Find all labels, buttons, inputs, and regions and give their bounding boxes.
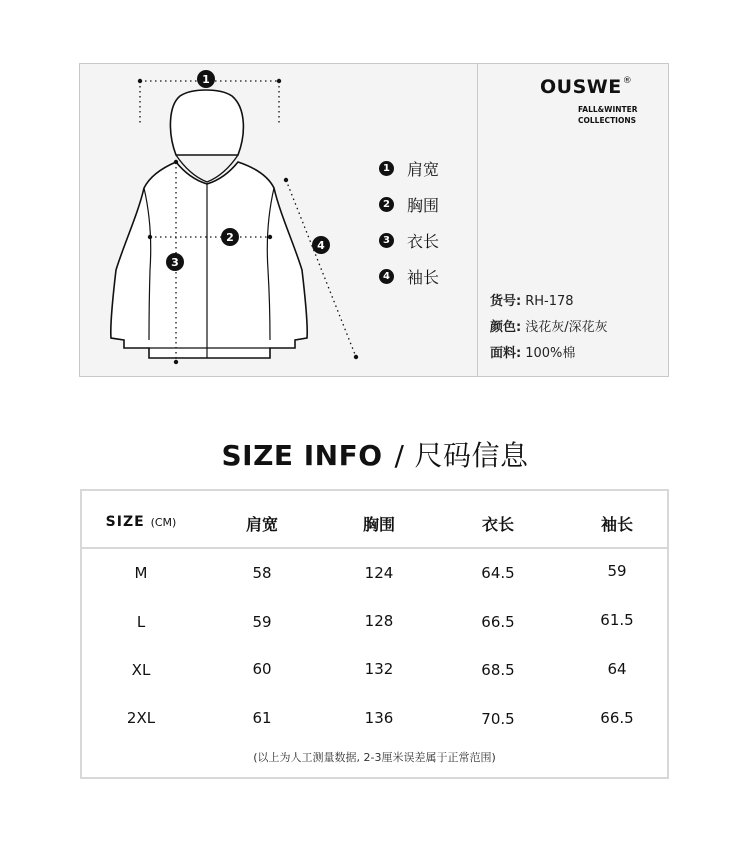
cell-l-shoulder: 59 — [252, 613, 272, 631]
marker-2 — [221, 228, 239, 246]
legend-item-shoulder — [379, 150, 439, 186]
cell-2xl-sleeve: 66.5 — [600, 709, 634, 727]
brand-tagline-line2: COLLECTIONS — [578, 116, 637, 125]
row-size-2xl: 2XL — [126, 709, 156, 727]
legend-label: 衣长 — [407, 231, 440, 251]
jacket-body — [111, 162, 308, 358]
size-column-header — [106, 514, 177, 530]
legend-label: 肩宽 — [407, 159, 440, 179]
cell-xl-sleeve: 64 — [607, 660, 627, 678]
heading-cn: 尺码信息 — [414, 439, 529, 472]
header-divider — [82, 547, 667, 549]
panel-divider — [477, 64, 478, 376]
heading-slash: / — [394, 439, 405, 472]
spec-value: RH-178 — [525, 294, 574, 309]
spec-value: 浅花灰/深花灰 — [525, 320, 608, 335]
marker-3-label: 3 — [171, 256, 179, 269]
row-size-xl: XL — [131, 661, 151, 679]
cell-2xl-chest: 136 — [364, 709, 394, 727]
size-table — [80, 489, 669, 779]
cell-l-chest: 128 — [364, 612, 394, 630]
cell-l-sleeve: 61.5 — [600, 611, 634, 629]
cell-m-chest: 124 — [364, 564, 394, 582]
measurement-footnote: (以上为人工测量数据, 2-3厘米误差属于正常范围) — [253, 751, 496, 764]
marker-4 — [312, 236, 330, 254]
column-header-sleeve: 袖长 — [600, 515, 634, 534]
cell-2xl-length: 70.5 — [481, 710, 515, 728]
brand-logo — [540, 76, 632, 98]
legend-item-chest — [379, 186, 439, 222]
legend-number: 4 — [379, 269, 394, 284]
size-unit: (CM) — [150, 516, 177, 529]
brand-tagline — [578, 104, 638, 126]
spec-fabric — [490, 342, 575, 361]
size-info-heading — [0, 434, 750, 474]
spec-item-code — [490, 290, 574, 309]
legend-number: 1 — [379, 161, 394, 176]
measurement-legend — [379, 150, 439, 294]
row-size-l: L — [136, 613, 146, 631]
cell-xl-shoulder: 60 — [252, 660, 272, 678]
legend-item-length — [379, 222, 439, 258]
column-header-chest: 胸围 — [362, 515, 396, 534]
legend-number: 3 — [379, 233, 394, 248]
brand-name: OUSWE — [540, 76, 622, 98]
cell-l-length: 66.5 — [481, 613, 515, 631]
cell-m-shoulder: 58 — [252, 564, 272, 582]
size-header-label: SIZE — [105, 514, 145, 530]
heading-en: SIZE INFO — [221, 439, 383, 472]
legend-label: 胸围 — [407, 195, 440, 215]
marker-1-label: 1 — [202, 73, 210, 86]
product-info-panel — [79, 63, 669, 377]
column-header-shoulder: 肩宽 — [245, 515, 279, 534]
cell-xl-length: 68.5 — [481, 661, 515, 679]
brand-tagline-line1: FALL&WINTER — [578, 105, 638, 114]
row-size-m: M — [134, 564, 148, 582]
column-header-length: 衣长 — [481, 515, 515, 534]
cell-m-length: 64.5 — [481, 564, 515, 582]
spec-key: 货号: — [490, 294, 522, 309]
spec-key: 颜色: — [490, 320, 522, 335]
spec-value: 100%棉 — [525, 346, 576, 361]
marker-1 — [197, 70, 215, 88]
marker-3 — [166, 253, 184, 271]
spec-key: 面料: — [490, 346, 522, 361]
cell-m-sleeve: 59 — [607, 562, 627, 580]
cell-2xl-shoulder: 61 — [252, 709, 272, 727]
spec-color — [490, 316, 608, 335]
hood-outline — [170, 90, 243, 155]
legend-item-sleeve — [379, 258, 439, 294]
cell-xl-chest: 132 — [364, 660, 394, 678]
registered-mark: ® — [622, 76, 632, 86]
legend-number: 2 — [379, 197, 394, 212]
marker-4-label: 4 — [317, 239, 325, 252]
marker-2-label: 2 — [226, 231, 234, 244]
legend-label: 袖长 — [407, 267, 440, 287]
